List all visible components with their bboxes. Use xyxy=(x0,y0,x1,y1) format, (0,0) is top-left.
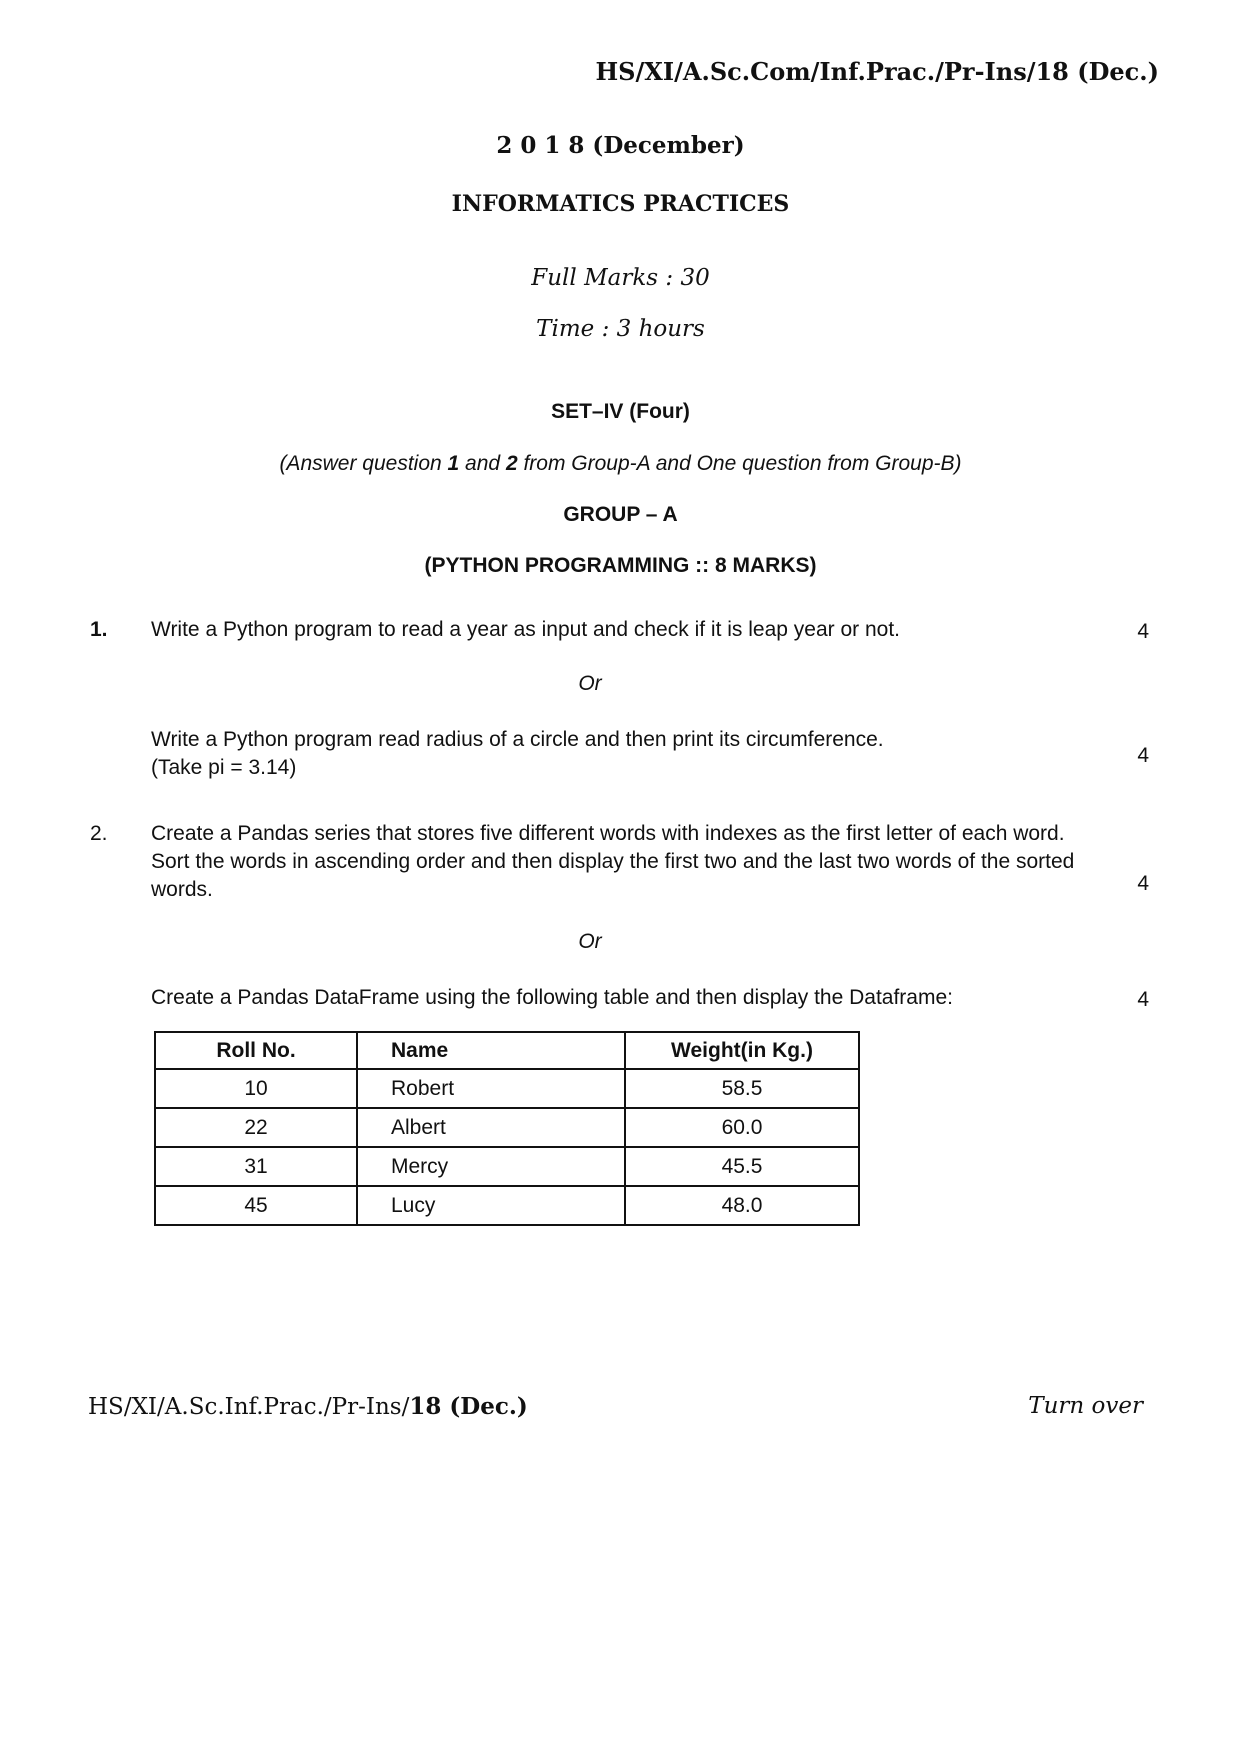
question-2-marks: 4 xyxy=(1137,872,1149,895)
instruction-q1: 1 xyxy=(447,452,460,475)
question-1-number: 1. xyxy=(90,618,108,641)
table-row xyxy=(155,1147,859,1186)
question-1-alt-marks: 4 xyxy=(1137,744,1149,767)
group-heading: GROUP – A xyxy=(563,503,678,526)
table-header: Name xyxy=(357,1032,625,1069)
instruction-text: (Answer question xyxy=(279,452,448,475)
section-heading: (PYTHON PROGRAMMING :: 8 MARKS) xyxy=(424,554,817,577)
table-cell: Robert xyxy=(357,1069,625,1108)
table-cell: 22 xyxy=(155,1108,357,1147)
question-1-marks: 4 xyxy=(1137,620,1149,643)
table-cell: 58.5 xyxy=(625,1069,859,1108)
question-1-alt-line1: Write a Python program read radius of a circle and then print its circumference. xyxy=(151,728,884,751)
instructions xyxy=(0,452,1241,476)
instruction-q2: 2 xyxy=(505,452,518,475)
table-cell: Mercy xyxy=(357,1147,625,1186)
exam-year: 2 0 1 8 (December) xyxy=(496,132,745,159)
instruction-text: and xyxy=(459,452,506,475)
question-1-or: Or xyxy=(578,672,602,695)
footer-paper-code xyxy=(88,1393,528,1420)
question-1-alt-line2: (Take pi = 3.14) xyxy=(151,756,297,779)
table-cell: 10 xyxy=(155,1069,357,1108)
question-2-number: 2. xyxy=(90,822,108,845)
turn-over-label: Turn over xyxy=(1028,1393,1143,1419)
table-cell: 45.5 xyxy=(625,1147,859,1186)
table-cell: 60.0 xyxy=(625,1108,859,1147)
footer-code-prefix: HS/XI/A.Sc.Inf.Prac./Pr-Ins/ xyxy=(88,1394,410,1420)
table-header-row xyxy=(155,1032,859,1069)
table-header: Roll No. xyxy=(155,1032,357,1069)
subject-title: INFORMATICS PRACTICES xyxy=(451,191,790,217)
time-allowed: Time : 3 hours xyxy=(536,316,705,342)
table-cell: 31 xyxy=(155,1147,357,1186)
question-2-alt-text: Create a Pandas DataFrame using the following table and then display the Dataframe: xyxy=(151,986,953,1009)
table-header: Weight(in Kg.) xyxy=(625,1032,859,1069)
data-table xyxy=(154,1031,860,1226)
instruction-text: from Group-A and One question from Group-B) xyxy=(517,452,962,475)
table-cell: Lucy xyxy=(357,1186,625,1225)
table-cell: 45 xyxy=(155,1186,357,1225)
question-2-or: Or xyxy=(578,930,602,953)
full-marks: Full Marks : 30 xyxy=(531,265,710,291)
question-2-alt-marks: 4 xyxy=(1137,988,1149,1011)
table-cell: 48.0 xyxy=(625,1186,859,1225)
paper-code-header: HS/XI/A.Sc.Com/Inf.Prac./Pr-Ins/18 (Dec.) xyxy=(595,57,1159,86)
set-label: SET–IV (Four) xyxy=(551,400,690,423)
table-row xyxy=(155,1108,859,1147)
table-row xyxy=(155,1186,859,1225)
footer-code-bold: 18 (Dec.) xyxy=(409,1393,528,1420)
question-2-text: Create a Pandas series that stores five different words with indexes as the first letter of each word. Sort the words in ascending order and then display the first two and the last two words of the sorted words. xyxy=(151,822,1075,901)
question-1-text: Write a Python program to read a year as input and check if it is leap year or not. xyxy=(151,618,900,641)
table-cell: Albert xyxy=(357,1108,625,1147)
table-row xyxy=(155,1069,859,1108)
